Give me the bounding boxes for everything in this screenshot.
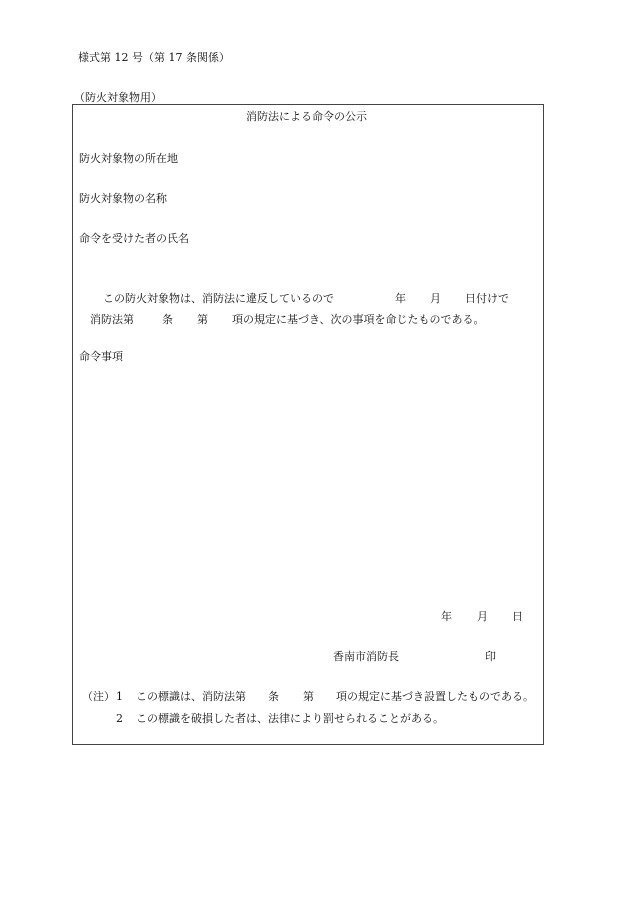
note1-number: 1: [116, 690, 123, 703]
seal-mark: 印: [485, 650, 496, 663]
note1-article: 条: [268, 690, 279, 703]
body-line2-section: 第: [197, 313, 208, 326]
order-items-label: 命令事項: [79, 350, 123, 363]
name-label: 防火対象物の名称: [79, 192, 167, 205]
note2-number: 2: [116, 712, 123, 725]
date-month: 月: [477, 610, 488, 623]
recipient-label: 命令を受けた者の氏名: [79, 232, 189, 245]
notes-prefix: （注）: [82, 690, 115, 703]
location-label: 防火対象物の所在地: [79, 152, 178, 165]
body-line2-rest: 項の規定に基づき、次の事項を命じたものである。: [232, 313, 485, 326]
body-line1-day: 日付けで: [465, 292, 509, 305]
body-line1-intro: この防火対象物は、消防法に違反しているので: [103, 292, 334, 305]
body-line1-year: 年: [395, 292, 406, 305]
date-day: 日: [512, 610, 523, 623]
note1-section: 第: [303, 690, 314, 703]
note2-text: この標識を破損した者は、法律により罰せられることがある。: [136, 712, 444, 725]
fire-chief-title: 香南市消防長: [333, 650, 399, 663]
body-line2-law: 消防法第: [90, 313, 134, 326]
body-line1-month: 月: [430, 292, 441, 305]
form-usage: （防火対象物用）: [74, 91, 162, 104]
body-line2-article: 条: [162, 313, 173, 326]
notice-title: 消防法による命令の公示: [246, 110, 367, 123]
form-number: 様式第 12 号（第 17 条関係）: [78, 51, 230, 64]
date-year: 年: [441, 610, 452, 623]
note1-text-a: この標識は、消防法第: [136, 690, 246, 703]
note1-rest: 項の規定に基づき設置したものである。: [336, 690, 534, 703]
